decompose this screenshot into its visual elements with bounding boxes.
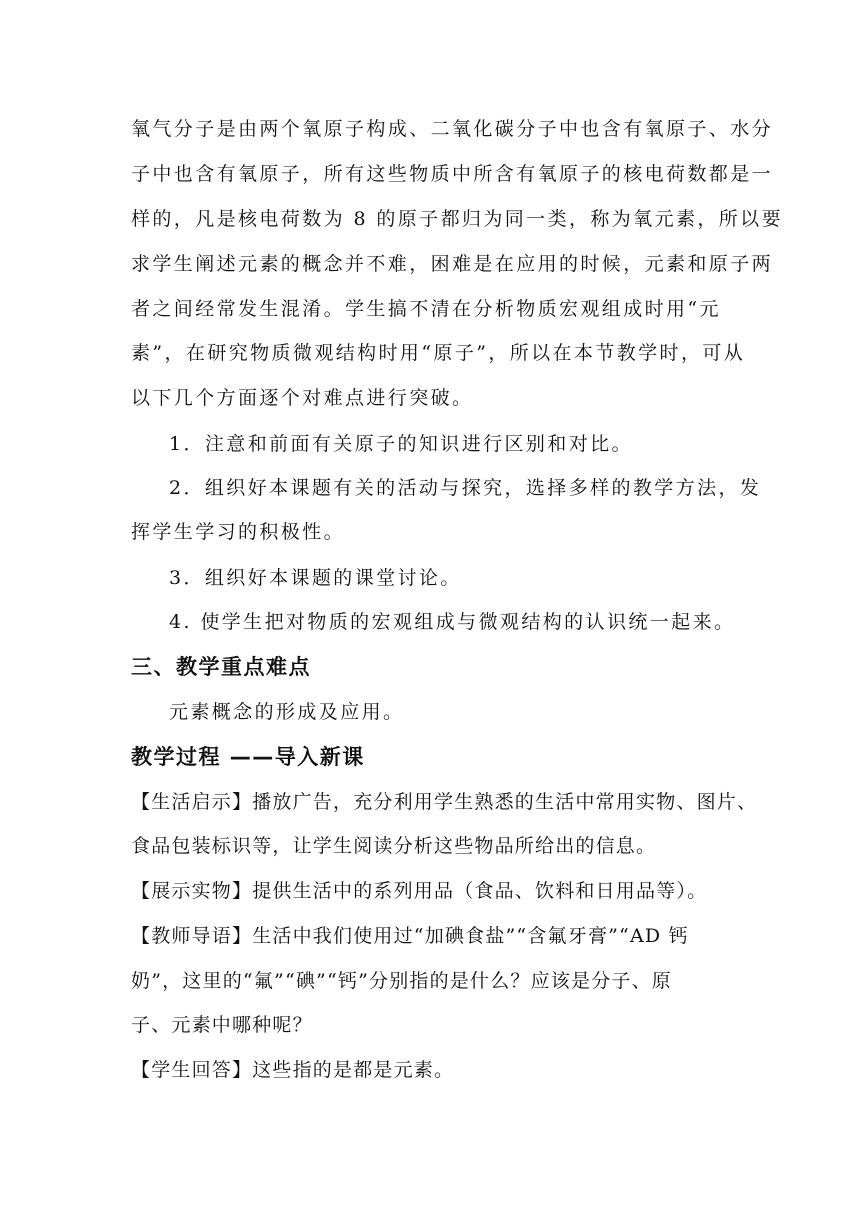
life-hint-line: 食品包装标识等，让学生阅读分析这些物品所给出的信息。 [131, 835, 657, 857]
show-items-line: 【展示实物】提供生活中的系列用品（食品、饮料和日用品等）。 [131, 880, 708, 902]
section-heading: 三、教学重点难点 [131, 655, 311, 679]
teacher-intro-line: 【教师导语】生活中我们使用过“加碘食盐”“含氟牙膏”“AD 钙 [131, 925, 689, 947]
list-item-continuation: 挥学生学习的积极性。 [131, 521, 346, 543]
paragraph-line: 子中也含有氧原子，所有这些物质中所含有氧原子的核电荷数都是一 [131, 163, 774, 185]
list-item: 2．组织好本课题有关的活动与探究，选择多样的教学方法，发 [169, 477, 762, 499]
paragraph-line: 以下几个方面逐个对难点进行突破。 [131, 387, 474, 409]
teacher-intro-line: 子、元素中哪种呢？ [131, 1014, 313, 1036]
list-item: 3．组织好本课题的课堂讨论。 [169, 567, 462, 589]
teacher-intro-line: 奶”，这里的“氟”“碘”“钙”分别指的是什么？应该是分子、原 [131, 970, 672, 992]
paragraph-line: 样的，凡是核电荷数为 8 的原子都归为同一类，称为氧元素，所以要 [131, 208, 783, 230]
student-answer-line: 【学生回答】这些指的是都是元素。 [131, 1059, 455, 1081]
list-item: 1．注意和前面有关原子的知识进行区别和对比。 [169, 433, 633, 455]
list-item: 4. 使学生把对物质的宏观组成与微观结构的认识统一起来。 [169, 611, 736, 633]
paragraph-line: 素”，在研究物质微观结构时用“原子”，所以在本节教学时，可从 [131, 342, 746, 364]
life-hint-line: 【生活启示】播放广告，充分利用学生熟悉的生活中常用实物、图片、 [131, 791, 758, 813]
paragraph-line: 者之间经常发生混淆。学生搞不清在分析物质宏观组成时用“元 [131, 298, 721, 320]
paragraph-line: 氧气分子是由两个氧原子构成、二氧化碳分子中也含有氧原子、水分 [131, 118, 774, 140]
section-body: 元素概念的形成及应用。 [169, 701, 405, 723]
paragraph-line: 求学生阐述元素的概念并不难，困难是在应用的时候，元素和原子两 [131, 253, 774, 275]
process-heading: 教学过程 ——导入新课 [131, 745, 365, 769]
